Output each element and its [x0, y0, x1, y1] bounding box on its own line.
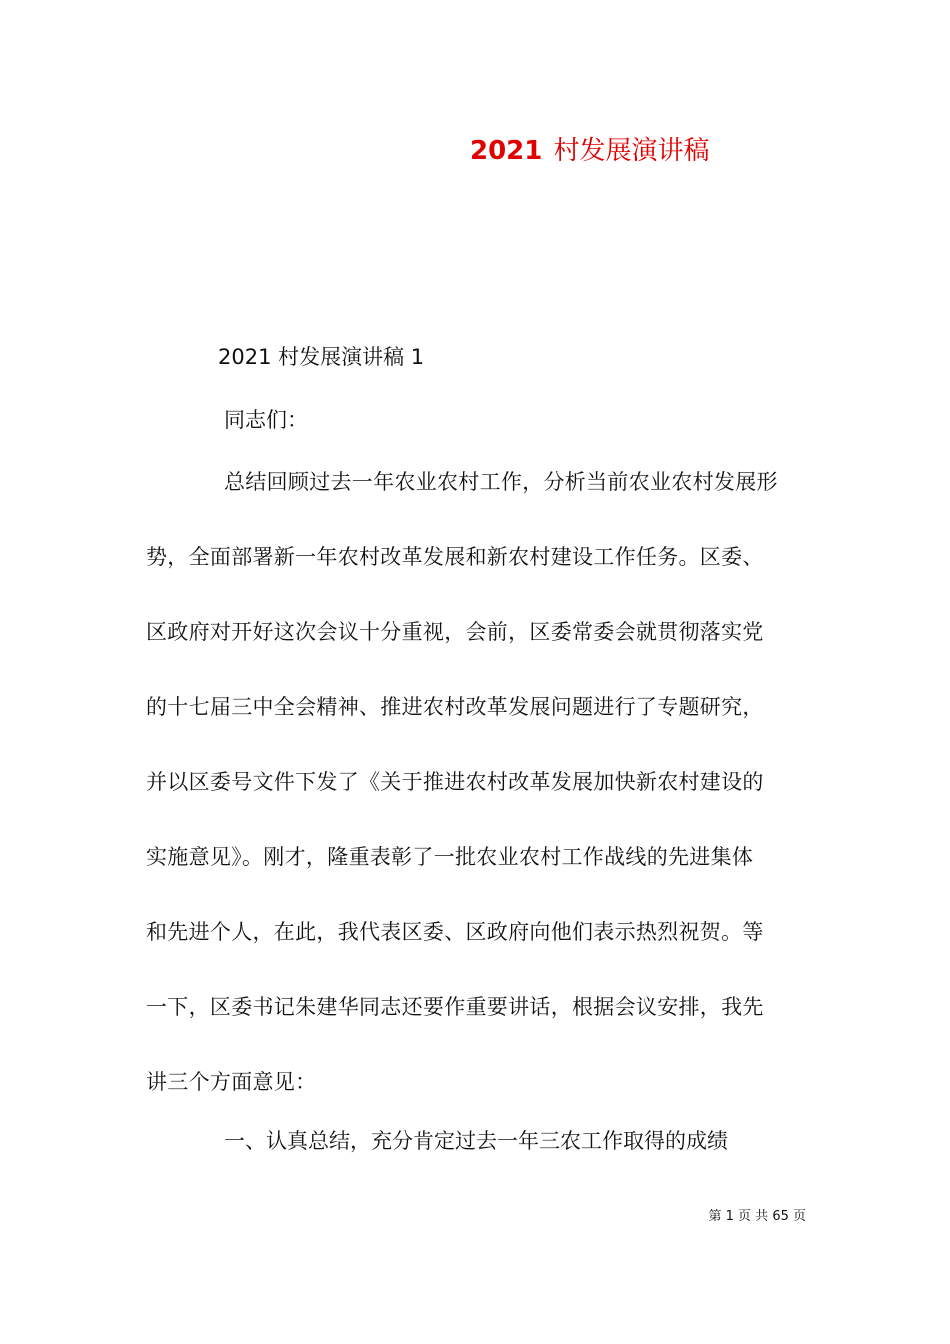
section-heading: 2021 村发展演讲稿 1 — [218, 345, 425, 369]
body-line: 实施意见》。刚才，隆重表彰了一批农业农村工作战线的先进集体 — [146, 845, 754, 869]
body-line: 一下，区委书记朱建华同志还要作重要讲话，根据会议安排，我先 — [146, 995, 764, 1019]
body-line: 区政府对开好这次会议十分重视，会前，区委常委会就贯彻落实党 — [146, 620, 764, 644]
salutation: 同志们： — [224, 408, 308, 432]
point-heading: 一、认真总结，充分肯定过去一年三农工作取得的成绩 — [224, 1129, 728, 1153]
body-line: 势，全面部署新一年农村改革发展和新农村建设工作任务。区委、 — [146, 545, 764, 569]
body-line: 讲三个方面意见： — [146, 1070, 317, 1094]
document-title-text: 村发展演讲稿 — [553, 136, 710, 166]
document-title — [0, 134, 950, 168]
body-line: 的十七届三中全会精神、推进农村改革发展问题进行了专题研究， — [146, 695, 764, 719]
page-number-footer: 第 1 页 共 65 页 — [708, 1209, 806, 1224]
body-line: 总结回顾过去一年农业农村工作，分析当前农业农村发展形 — [224, 470, 778, 494]
body-line: 并以区委号文件下发了《关于推进农村改革发展加快新农村建设的 — [146, 770, 764, 794]
document-title-number: 2021 — [470, 136, 543, 166]
body-paragraph — [146, 466, 806, 1141]
body-line: 和先进个人，在此，我代表区委、区政府向他们表示热烈祝贺。等 — [146, 920, 764, 944]
